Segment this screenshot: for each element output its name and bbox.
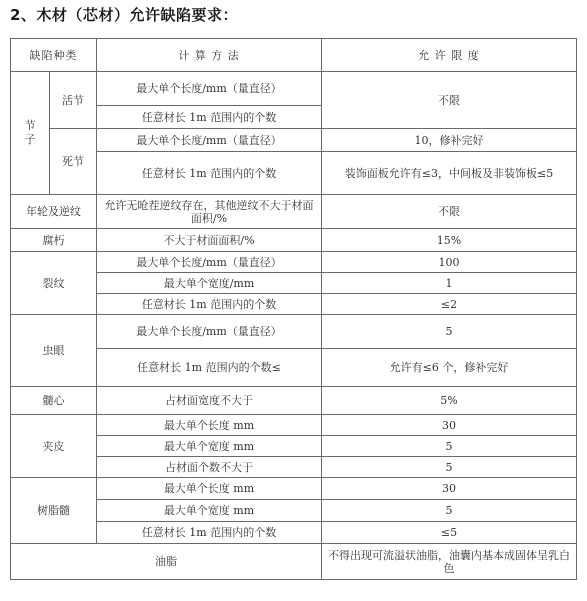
cell-method: 任意材长 1m 范围内的个数 xyxy=(97,294,322,315)
table-row xyxy=(11,544,577,580)
table-row xyxy=(11,478,577,500)
table-row xyxy=(11,195,577,229)
cell-method: 任意材长 1m 范围内的个数≤ xyxy=(97,349,322,387)
cell-method: 最大单个长度 mm xyxy=(97,478,322,500)
defect-table xyxy=(10,38,577,580)
cell-limit: 5 xyxy=(322,457,577,478)
cell-bark: 夹皮 xyxy=(11,415,97,478)
cell-method: 占材面宽度不大于 xyxy=(97,387,322,415)
cell-limit: 装饰面板允许有≤3，中间板及非装饰板≤5 xyxy=(322,152,577,195)
cell-limit: 允许有≤6 个，修补完好 xyxy=(322,349,577,387)
header-method: 计 算 方 法 xyxy=(97,39,322,72)
cell-limit: 5 xyxy=(322,500,577,522)
cell-limit: ≤2 xyxy=(322,294,577,315)
cell-resin: 油脂 xyxy=(11,544,322,580)
cell-method: 占材面个数不大于 xyxy=(97,457,322,478)
header-limit: 允 许 限 度 xyxy=(322,39,577,72)
cell-limit: 30 xyxy=(322,415,577,436)
table-row xyxy=(11,129,577,152)
cell-method: 允许无呛茬逆纹存在，其他逆纹不大于材面面积/% xyxy=(97,195,322,229)
cell-limit: 不限 xyxy=(322,72,577,129)
cell-limit: 100 xyxy=(322,252,577,273)
cell-method: 不大于材面面积/% xyxy=(97,229,322,252)
cell-limit: 10，修补完好 xyxy=(322,129,577,152)
table-row xyxy=(11,72,577,106)
cell-method: 任意材长 1m 范围内的个数 xyxy=(97,106,322,129)
cell-method: 最大单个长度/mm（量直径） xyxy=(97,252,322,273)
cell-crack: 裂纹 xyxy=(11,252,97,315)
cell-limit: 30 xyxy=(322,478,577,500)
cell-method: 最大单个长度 mm xyxy=(97,415,322,436)
cell-limit: 5 xyxy=(322,315,577,349)
cell-limit: ≤5 xyxy=(322,522,577,544)
cell-wormhole: 虫眼 xyxy=(11,315,97,387)
cell-ring: 年轮及逆纹 xyxy=(11,195,97,229)
table-row xyxy=(11,229,577,252)
cell-method: 最大单个长度/mm（量直径） xyxy=(97,72,322,106)
cell-pith: 髓心 xyxy=(11,387,97,415)
cell-limit: 5 xyxy=(322,436,577,457)
table-row xyxy=(11,387,577,415)
table-row xyxy=(11,315,577,349)
cell-live-knot: 活节 xyxy=(50,72,97,129)
cell-knot: 节子 xyxy=(11,72,50,195)
cell-method: 最大单个宽度 mm xyxy=(97,500,322,522)
cell-method: 任意材长 1m 范围内的个数 xyxy=(97,152,322,195)
header-defect-type: 缺陷种类 xyxy=(11,39,97,72)
table-row xyxy=(11,415,577,436)
cell-limit: 15% xyxy=(322,229,577,252)
cell-limit: 不得出现可流溢状油脂，油囊内基本成固体呈乳白色 xyxy=(322,544,577,580)
page-title: 2、木材（芯材）允许缺陷要求： xyxy=(10,6,238,24)
cell-method: 最大单个长度/mm（量直径） xyxy=(97,315,322,349)
cell-method: 最大单个宽度 mm xyxy=(97,436,322,457)
header-row xyxy=(11,39,577,72)
cell-method: 最大单个长度/mm（量直径） xyxy=(97,129,322,152)
cell-method: 任意材长 1m 范围内的个数 xyxy=(97,522,322,544)
cell-resin-pocket: 树脂髓 xyxy=(11,478,97,544)
cell-limit: 1 xyxy=(322,273,577,294)
cell-method: 最大单个宽度/mm xyxy=(97,273,322,294)
cell-decay: 腐朽 xyxy=(11,229,97,252)
cell-limit: 5% xyxy=(322,387,577,415)
table-row xyxy=(11,252,577,273)
cell-limit: 不限 xyxy=(322,195,577,229)
cell-dead-knot: 死节 xyxy=(50,129,97,195)
